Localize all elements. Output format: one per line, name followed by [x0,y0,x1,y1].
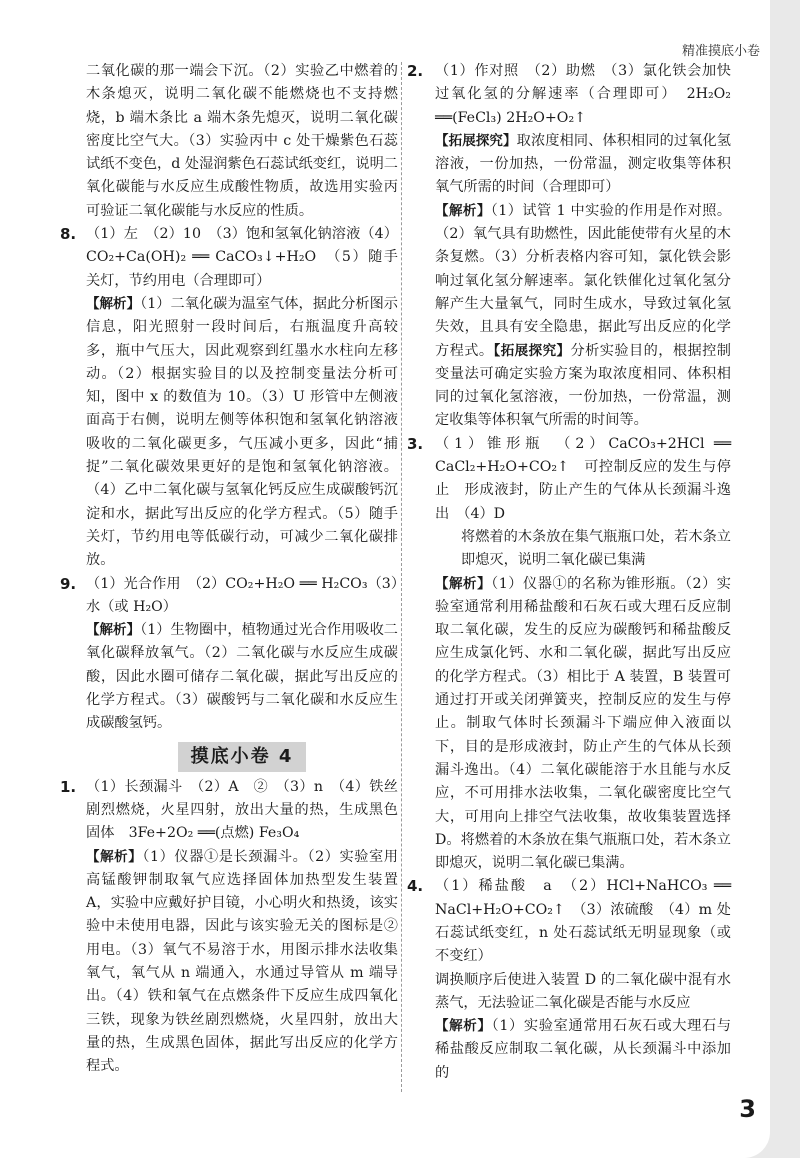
extension-tag: 【拓展探究】 [435,132,517,149]
answer: （1）作对照 （2）助燃 （3）氯化铁会加快过氧化氢的分解速率（合理即可） 2H₂O₂ ══(FeCl₃) 2H₂O+O₂↑ [435,63,731,126]
question-2 [409,60,731,433]
analysis-text: （1）生物圈中，植物通过光合作用吸收二氧化碳释放氧气。（2）二氧化碳与水反应生成碳酸，因此水圈可储存二氧化碳，据此写出反应的化学方程式。（3）碳酸钙与二氧化碳和水反应生成碳酸氢钙。 [86,622,398,732]
question-8 [60,223,398,572]
analysis-block [86,619,398,735]
page-number: 3 [739,1095,756,1123]
analysis-text: （1）二氧化碳为温室气体，据此分析图示信息，阳光照射一段时间后，右瓶温度升高较多，瓶中气压大，因此观察到红墨水水柱向左移动。（2）根据实验目的以及控制变量法分析可知，图中 x 的数值为 10。（3）U 形管中左侧液面高于右侧，说明左侧等体积饱和氢氧化钠溶液吸收的二氧化碳更多，气压减小更多，因此“捕捉”二氧化碳效果更好的是饱和氢氧化钠溶液。（4）乙中二氧化碳与氢氧化钙反应生成碳酸钙沉淀和水，据此写出反应的化学方程式。（5）随手关灯，节约用电等低碳行动，可减少二氧化碳排放。 [86,295,398,569]
question-number: 1. [60,777,77,796]
question-number: 3. [407,434,424,453]
analysis-text: （1）仪器①是长颈漏斗。（2）实验室用高锰酸钾制取氧气应选择固体加热型发生装置 A，实验中应戴好护目镜，小心明火和热烫，该实验中未使用电器，因此与该实验无关的图标是②用电。（3）氧气不易溶于水，用图示排水法收集氧气，氧气从 n 端通入，水通过导管从 m 端导出。（4）铁和氧气在点燃条件下反应生成四氧化三铁，现象为铁丝剧烈燃烧，火星四射，放出大量的热，生成黑色固体，据此写出反应的化学方程式。 [86,848,398,1075]
left-column [60,60,398,1078]
analysis-tag: 【解析】 [435,1018,492,1035]
extension-block [435,130,731,200]
analysis-tag: 【解析】 [86,622,141,639]
question-9 [60,573,398,736]
page-edge [770,0,800,1158]
section-title: 摸底小卷 4 [178,742,306,772]
analysis-tag: 【解析】 [435,202,491,219]
question-number: 2. [407,62,424,80]
header-label: 精准摸底小卷 [681,44,760,59]
answer: （1）长颈漏斗 （2）A ② （3）n （4）铁丝剧烈燃烧，火星四射，放出大量的热，生成黑色固体 3Fe+2O₂ ══(点燃) Fe₃O₄ [86,778,398,842]
question-4 [409,875,731,1085]
extension-text: 取浓度相同、体积相同的过氧化氢溶液，一份加热，一份常温，测定收集等体积氧气所需的时间（合理即可） [435,132,731,196]
analysis-text: （1）仪器①的名称为锥形瓶。（2）实验室通常利用稀盐酸和石灰石或大理石反应制取二氧化碳，发生的反应为碳酸钙和稀盐酸反应生成氯化钙、水和二氧化碳，据此写出反应的化学方程式。（3）相比于 A 装置，B 装置可通过打开或关闭弹簧夹，控制反应的发生与停止。制取气体时长颈漏斗下端应伸入液面以下，目的是形成液封，防止产生的气体从长颈漏斗逸出。（4）二氧化碳能溶于水且能与水反应，不可用排水法收集，二氧化碳密度比空气大，可用向上排空气法收集，故收集装置选择 D。将燃着的木条放在集气瓶瓶口处，若木条立即熄灭，说明二氧化碳已集满。 [435,575,731,872]
analysis-block [435,573,731,876]
answer: （1）稀盐酸 a （2）HCl+NaHCO₃ ══ NaCl+H₂O+CO₂↑ （3）浓硫酸 （4）m 处石蕊试纸变红，n 处石蕊试纸无明显现象（或不变红） [435,878,731,965]
answer-continued: 将燃着的木条放在集气瓶瓶口处，若木条立即熄灭，说明二氧化碳已集满 [461,528,731,569]
prev-continuation: 二氧化碳的那一端会下沉。（2）实验乙中燃着的木条熄灭，说明二氧化碳不能燃烧也不支持燃烧，b 端木条比 a 端木条先熄灭，说明二氧化碳密度比空气大。（3）实验丙中 c 处干燥紫色石蕊试纸不变色，d 处湿润紫色石蕊试纸变红，说明二氧化碳能与水反应生成酸性物质，故选用实验丙可验证二氧化碳能与水反应的性质。 [86,63,398,219]
analysis-tag: 【解析】 [86,848,143,865]
question-1 [60,776,398,1079]
question-number: 9. [60,574,77,593]
analysis-block [435,200,731,433]
extension-analysis-text: 分析实验目的，根据控制变量法可确定实验方案为取浓度相同、体积相同的过氧化氢溶液，一份加热，一份常温，测定收集等体积氧气所需的时间等。 [435,342,731,429]
answer: （1）锥形瓶 （2）CaCO₃+2HCl ══ CaCl₂+H₂O+CO₂↑ 可控制反应的发生与停止 形成液封，防止产生的气体从长颈漏斗逸出 （4）D [435,435,731,522]
answer-continued: 调换顺序后使进入装置 D 的二氧化碳中混有水蒸气，无法验证二氧化碳是否能与水反应 [435,971,731,1011]
column-divider [401,62,402,1092]
question-number: 8. [60,225,77,244]
extension-analysis-tag: 【拓展探究】 [493,342,571,359]
analysis-tag: 【解析】 [86,295,141,312]
question-3 [409,433,731,876]
analysis-text: （1）试管 1 中实验的作用是作对照。（2）氧气具有助燃性，因此能使带有火星的木条复燃。（3）分析表格内容可知，氯化铁会影响过氧化氢分解速率。氯化铁催化过氧化氢分解产生大量氧气，同时生成水，导致过氧化氢失效，且具有安全隐患，据此写出反应的化学方程式。 [435,202,732,359]
answer: （1）左 （2）10 （3）饱和氢氧化钠溶液（4）CO₂+Ca(OH)₂ ══ CaCO₃↓+H₂O （5）随手关灯，节约用电（合理即可） [86,226,398,289]
analysis-block [86,293,398,573]
analysis-block [86,846,398,1079]
analysis-block [435,1015,731,1085]
question-number: 4. [407,877,424,896]
analysis-tag: 【解析】 [435,575,492,592]
answer: （1）光合作用 （2）CO₂+H₂O ══ H₂CO₃（3）水（或 H₂O） [86,575,398,615]
analysis-text: （1）实验室通常用石灰石或大理石与稀盐酸反应制取二氧化碳，从长颈漏斗中添加的 [435,1018,732,1081]
right-column [409,60,731,1085]
